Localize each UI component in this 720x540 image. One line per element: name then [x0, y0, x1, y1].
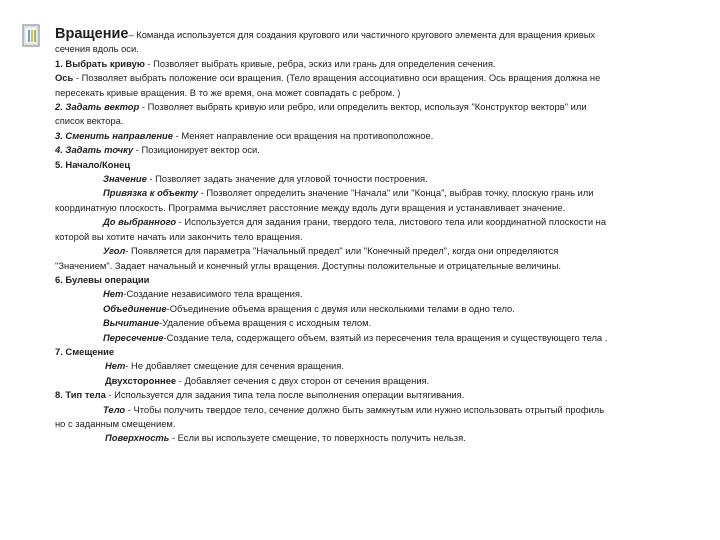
subitem-offset-none: [55, 359, 695, 373]
subitem-up-to: [55, 215, 695, 229]
item-select-curve: [55, 57, 695, 71]
subitem-snap: [55, 186, 695, 200]
title-row: [55, 27, 695, 42]
subitem-label: Угол: [103, 245, 126, 257]
item-label: Ось: [55, 72, 74, 84]
document-body: [55, 27, 695, 446]
subitem-solid: [55, 403, 695, 417]
subitem-text: -Создание независимого тела вращения.: [123, 288, 303, 300]
subitem-text: -Объединение объема вращения с двумя или несколькими телами в одно тело.: [166, 302, 515, 314]
subitem-label: Значение: [103, 173, 147, 185]
subitem-surface: [55, 431, 695, 445]
item-reverse-direction: [55, 129, 695, 143]
item-label: 4. Задать точку: [55, 144, 134, 156]
subitem-up-to-cont: которой вы хотите начать или закончить тело вращения.: [55, 230, 303, 242]
subitem-bool-union: [55, 302, 695, 316]
subitem-bool-none: [55, 287, 695, 301]
item-axis-cont: пересекать кривые вращения. В то же время, она может совпадать с ребром. ): [55, 86, 401, 98]
subitem-text: - Используется для задания грани, твердого тела, листового тела или координатной плоскости на: [176, 216, 607, 228]
subitem-label: Поверхность: [105, 432, 170, 444]
item-text: - Позволяет выбрать кривую или ребро, или определить вектор, используя "Конструктор векторв" или: [139, 101, 587, 113]
subitem-bool-intersect: [55, 331, 695, 345]
subitem-bool-subtract: [55, 316, 695, 330]
subitem-label: Тело: [103, 403, 126, 415]
subitem-text: - Позволяет определить значение "Начала" или "Конца", выбрав точку, плоскую грань или: [198, 187, 594, 199]
document-icon: [22, 24, 42, 48]
subitem-angle: [55, 244, 695, 258]
subitem-text: - Позволяет задать значение для угловой точности построения.: [146, 173, 428, 185]
item-start-end: 5. Начало/Конец: [55, 158, 131, 170]
subitem-solid-cont: но с заданным смещением.: [55, 417, 176, 429]
item-body-type: [55, 388, 695, 402]
subitem-text: -Удаление объема вращения с исходным телом.: [159, 317, 372, 329]
subitem-snap-cont: координатную плоскость. Программа вычисляет расстояние между вдоль дуги вращения и устанавливает значение.: [55, 201, 566, 213]
title-continuation: сечения вдоль оси.: [55, 43, 139, 55]
item-offset: 7. Смещение: [55, 345, 115, 357]
item-text: - Используется для задания типа тела после выполнения операции вытягивания.: [105, 389, 465, 401]
subitem-label: Нет: [103, 288, 124, 300]
item-set-vector: [55, 100, 695, 114]
item-label: 3. Сменить направление: [55, 129, 173, 141]
subitem-text: - Не добавляет смещение для сечения вращения.: [125, 360, 344, 372]
subitem-offset-two-sided: [55, 374, 695, 388]
subitem-angle-cont: "Значением". Задает начальный и конечный углы вращения. Доступны положительные и отрицательные величины.: [55, 259, 562, 271]
subitem-text: - Добавляет сечения с двух сторон от сечения вращения.: [176, 374, 430, 386]
item-set-point: [55, 143, 695, 157]
item-label: 8. Тип тела: [55, 389, 106, 401]
item-label: 1. Выбрать кривую: [55, 57, 145, 69]
subitem-text: - Если вы используете смещение, то поверхность получить нельзя.: [169, 432, 466, 444]
item-text: - Меняет направление оси вращения на противоположное.: [172, 129, 434, 141]
subitem-label: Вычитание: [103, 317, 160, 329]
subitem-value: [55, 172, 695, 186]
item-text: - Позиционирует вектор оси.: [133, 144, 260, 156]
item-boolean: 6. Булевы операции: [55, 273, 150, 285]
item-text: - Позволяет выбрать положение оси вращения. (Тело вращения ассоциативно оси вращения. Ось вращения должна не: [73, 72, 601, 84]
subitem-label: Нет: [105, 360, 126, 372]
subitem-label: До выбранного: [103, 216, 177, 228]
subitem-label: Пересечение: [103, 331, 164, 343]
item-text: - Позволяет выбрать кривые, ребра, эскиз или грань для определения сечения.: [144, 57, 496, 69]
item-axis: [55, 71, 695, 85]
subitem-text: - Появляется для параметра "Начальный предел" или "Конечный предел", когда они определяются: [125, 245, 559, 257]
subitem-text: - Чтобы получить твердое тело, сечение должно быть замкнутым или нужно использовать отрытый профиль: [125, 403, 605, 415]
title-description: – Команда используется для создания кругового или частичного кругового элемента для вращения кривых: [128, 29, 596, 40]
subitem-text: -Создание тела, содержащего объем, взятый из пересечения тела вращения и существующего тела .: [163, 331, 608, 343]
page-title: Вращение: [55, 26, 129, 42]
subitem-label: Двухстороннее: [105, 374, 177, 386]
item-set-vector-cont: список вектора.: [55, 115, 124, 127]
subitem-label: Привязка к объекту: [103, 187, 199, 199]
item-label: 2. Задать вектор: [55, 101, 140, 113]
subitem-label: Объединение: [103, 302, 167, 314]
